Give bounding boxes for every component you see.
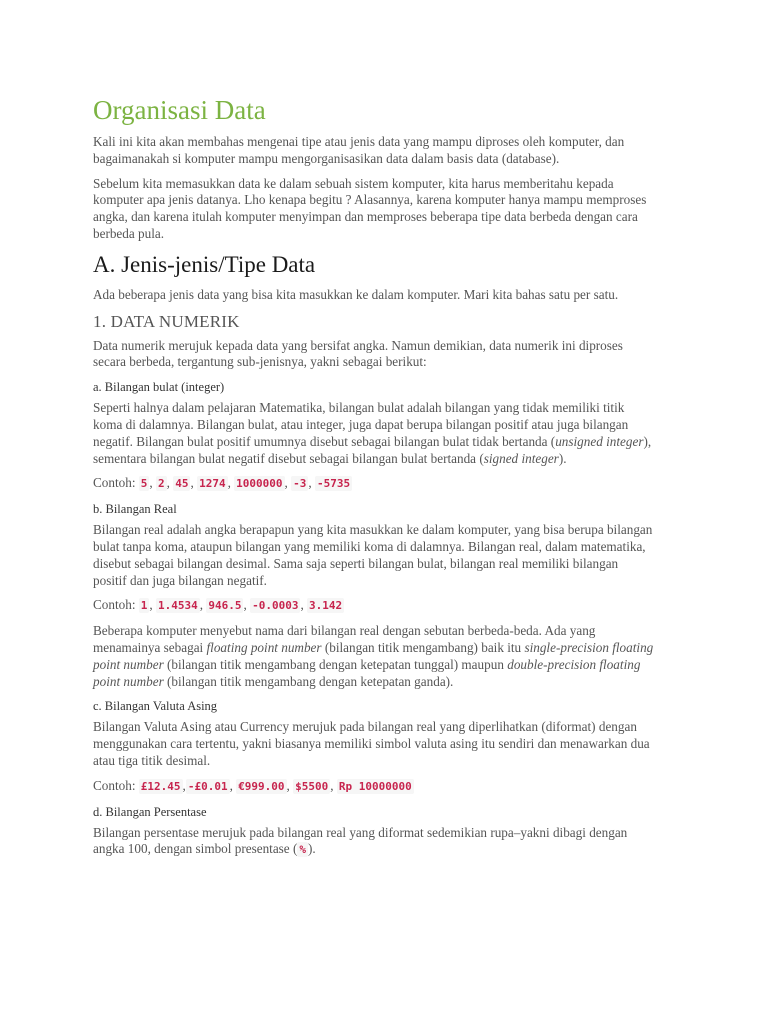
real-heading: b. Bilangan Real — [93, 502, 177, 517]
code-value: 946.5 — [208, 599, 242, 613]
code-value: $5500 — [295, 779, 329, 793]
percent-heading: d. Bilangan Persentase — [93, 804, 207, 819]
code-value: £12.45 — [140, 779, 181, 793]
float-text-3: (bilangan titik mengambang dengan ketepatan tunggal) maupun — [163, 656, 508, 672]
code-value: €999.00 — [238, 779, 285, 793]
floating-point-term: floating point number — [206, 639, 322, 655]
float-text-1: Beberapa komputer menyebut nama dari bilangan real dengan sebutan berbeda-beda. Ada yang menamainya sebagai — [93, 623, 596, 655]
code-value: -3 — [293, 477, 307, 491]
page-title: Organisasi Data — [93, 95, 266, 125]
code-value: 2 — [158, 477, 165, 491]
percent-text-2: ). — [307, 841, 316, 857]
article — [93, 94, 655, 867]
section-intro: Ada beberapa jenis data yang bisa kita masukkan ke dalam komputer. Mari kita bahas satu per satu. — [93, 286, 619, 302]
code-value: 5 — [140, 477, 148, 491]
section-heading-jenis-data: A. Jenis-jenis/Tipe Data — [93, 251, 316, 277]
percent-description — [93, 825, 655, 860]
double-precision-term: double-precision floating point number — [93, 656, 641, 689]
integer-examples: Contoh: 5 , 2 , 45 , 1274 , 1000000 , -3 , -5735 — [93, 475, 351, 491]
code-value: -5735 — [316, 477, 351, 491]
subsection-heading-numerik: 1. DATA NUMERIK — [93, 311, 240, 331]
code-value: -£0.01 — [187, 779, 228, 793]
example-label: Contoh: — [93, 597, 139, 613]
intro-paragraph-2: Sebelum kita memasukkan data ke dalam sebuah sistem komputer, kita harus memberitahu kepada komputer apa jenis datanya. Lho kenapa begitu ? Alasannya, karena komputer hanya mampu memproses angka, dan karena itulah komputer menyimpan dan memproses beberapa tipe data berbeda dengan cara berbeda pula. — [93, 175, 647, 241]
intro-paragraph-1: Kali ini kita akan membahas mengenai tipe atau jenis data yang mampu diproses oleh komputer, dan bagaimanakah si komputer mampu mengorganisasikan data dalam basis data (database). — [93, 134, 625, 166]
code-value: 3.142 — [309, 599, 343, 613]
example-label: Contoh: — [93, 475, 139, 491]
integer-text-3: ). — [558, 450, 567, 466]
code-value: 1 — [140, 599, 148, 613]
example-label: Contoh: — [93, 777, 139, 793]
integer-heading: a. Bilangan bulat (integer) — [93, 380, 225, 395]
integer-description — [93, 400, 655, 467]
single-precision-term: single-precision floating point number — [93, 639, 654, 672]
code-value: -0.0003 — [252, 599, 299, 613]
percent-text-1: Bilangan persentase merujuk pada bilangan real yang diformat sedemikian rupa–yakni dibagi dengan angka 100, dengan simbol presentase ( — [93, 824, 628, 857]
currency-examples: Contoh: £12.45 , -£0.01 , €999.00 , $5500 , Rp 10000000 — [93, 777, 412, 793]
code-value: 1274 — [199, 477, 226, 491]
float-text-2: (bilangan titik mengambang) baik itu — [321, 639, 525, 655]
floating-point-description — [93, 623, 655, 690]
float-text-4: (bilangan titik mengambang dengan ketepatan ganda). — [163, 673, 454, 689]
integer-text-2: ), sementara bilangan bulat negatif disebut sebagai bilangan bulat bertanda ( — [93, 433, 652, 466]
real-examples: Contoh: 1 , 1.4534 , 946.5 , -0.0003 , 3.142 — [93, 597, 343, 613]
currency-heading: c. Bilangan Valuta Asing — [93, 699, 218, 714]
integer-text-1: Seperti halnya dalam pelajaran Matematika, bilangan bulat adalah bilangan yang tidak memiliki titik koma di dalamnya. Bilangan bulat, atau integer, juga dapat berupa bilangan positif atau juga bilangan negatif. Bilangan bulat positif umumnya disebut sebagai bilangan bulat tidak bertanda ( — [93, 400, 629, 449]
unsigned-integer-term: unsigned integer — [555, 433, 644, 449]
code-value: 1000000 — [236, 477, 283, 491]
percent-symbol: % — [299, 843, 306, 857]
currency-description: Bilangan Valuta Asing atau Currency merujuk pada bilangan real yang diperlihatkan (diformat) dengan menggunakan cara tertentu, yakni biasanya memiliki simbol valuta asing itu sendiri dan menawarkan dua atau tiga titik desimal. — [93, 719, 650, 768]
signed-integer-term: signed integer — [483, 450, 559, 466]
real-description: Bilangan real adalah angka berapapun yang kita masukkan ke dalam komputer, yang bisa berupa bilangan bulat tanpa koma, ataupun bilangan yang memiliki koma di dalamnya. Bilangan real, dalam matematika, disebut sebagai bilangan desimal. Sama saja seperti bilangan bulat, bilangan real memiliki bilangan positif dan juga bilangan negatif. — [93, 522, 653, 588]
code-value: Rp 10000000 — [338, 779, 412, 793]
code-value: 45 — [175, 477, 189, 491]
numerik-description: Data numerik merujuk kepada data yang bersifat angka. Namun demikian, data numerik ini diproses secara berbeda, tergantung sub-jenisnya, yakni sebagai berikut: — [93, 337, 623, 370]
code-value: 1.4534 — [158, 599, 198, 613]
